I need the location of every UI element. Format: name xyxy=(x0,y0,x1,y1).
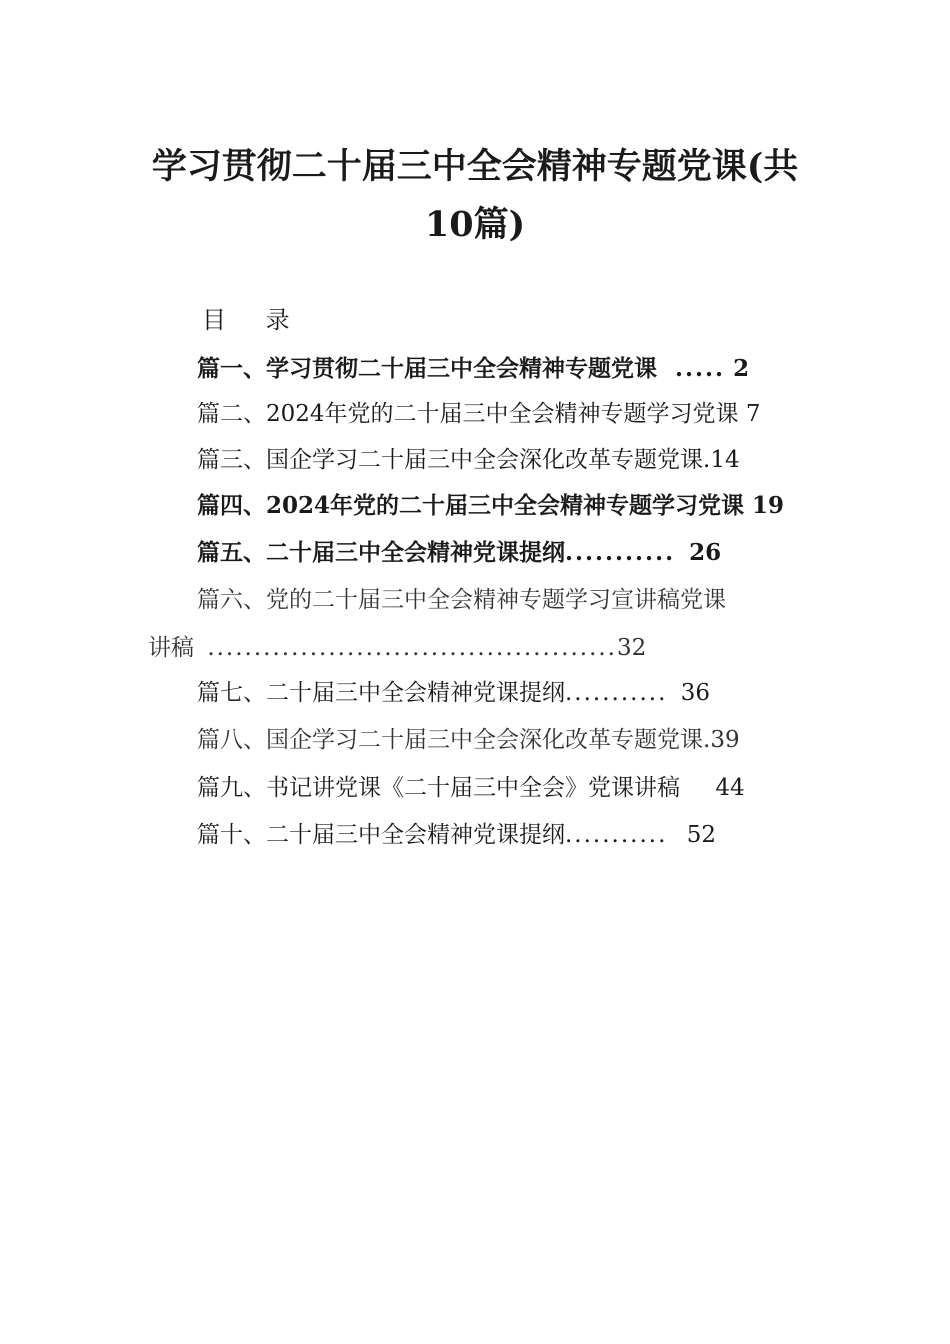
toc-page-number: 44 xyxy=(715,775,745,801)
toc-leader-dots: ..... xyxy=(675,355,726,382)
toc-entry-label: 篇九、书记讲党课《二十届三中全会》党课讲稿 xyxy=(197,775,680,801)
toc-page-number: 32 xyxy=(617,635,647,661)
toc-page-number: 26 xyxy=(689,539,722,566)
toc-heading: 目 录 xyxy=(202,306,306,334)
toc-page-number: 39 xyxy=(710,727,740,753)
toc-leader-dots: ........... xyxy=(565,539,676,566)
toc-page-number: 52 xyxy=(686,822,717,848)
toc-entry-7[interactable] xyxy=(197,676,710,710)
toc-leader-dots: . xyxy=(703,447,711,473)
toc-entry-label-continued: 讲稿 xyxy=(148,635,194,661)
document-title-line2: 10篇) xyxy=(424,204,526,245)
toc-page-number: 19 xyxy=(752,492,785,519)
toc-leader-dots: ........... xyxy=(565,680,668,706)
toc-entry-9[interactable] xyxy=(197,771,745,805)
toc-entry-label: 篇四、2024年党的二十届三中全会精神专题学习党课 xyxy=(197,492,745,519)
toc-entry-10[interactable] xyxy=(197,818,716,852)
toc-entry-8[interactable] xyxy=(197,723,740,757)
toc-entry-label: 篇一、学习贯彻二十届三中全会精神专题党课 xyxy=(197,355,657,382)
toc-entry-label: 篇五、二十届三中全会精神党课提纲 xyxy=(197,539,565,566)
toc-leader-dots: . xyxy=(703,727,711,753)
toc-entry-5[interactable] xyxy=(197,536,721,570)
toc-entry-3[interactable] xyxy=(197,443,740,477)
toc-entry-label: 篇二、2024年党的二十届三中全会精神专题学习党课 xyxy=(197,401,739,427)
toc-page-number: 7 xyxy=(745,401,761,427)
toc-leader-dots: ........... xyxy=(565,822,668,848)
toc-entry-label: 篇七、二十届三中全会精神党课提纲 xyxy=(197,680,565,706)
toc-leader-dots: ............................................ xyxy=(207,635,617,661)
toc-entry-4[interactable] xyxy=(197,489,784,523)
toc-entry-6-continued[interactable] xyxy=(148,631,646,665)
toc-entry-6[interactable] xyxy=(197,583,726,617)
toc-page-number: 2 xyxy=(733,355,750,382)
toc-page-number: 14 xyxy=(710,447,740,473)
toc-entry-2[interactable] xyxy=(197,397,761,431)
toc-entry-label: 篇六、党的二十届三中全会精神专题学习宣讲稿党课 xyxy=(197,587,726,613)
toc-entry-1[interactable] xyxy=(197,352,749,386)
document-title-line1: 学习贯彻二十届三中全会精神专题党课(共 xyxy=(151,146,799,187)
toc-entry-label: 篇三、国企学习二十届三中全会深化改革专题党课 xyxy=(197,447,703,473)
toc-entry-label: 篇十、二十届三中全会精神党课提纲 xyxy=(197,822,565,848)
toc-page-number: 36 xyxy=(680,680,711,706)
toc-entry-label: 篇八、国企学习二十届三中全会深化改革专题党课 xyxy=(197,727,703,753)
